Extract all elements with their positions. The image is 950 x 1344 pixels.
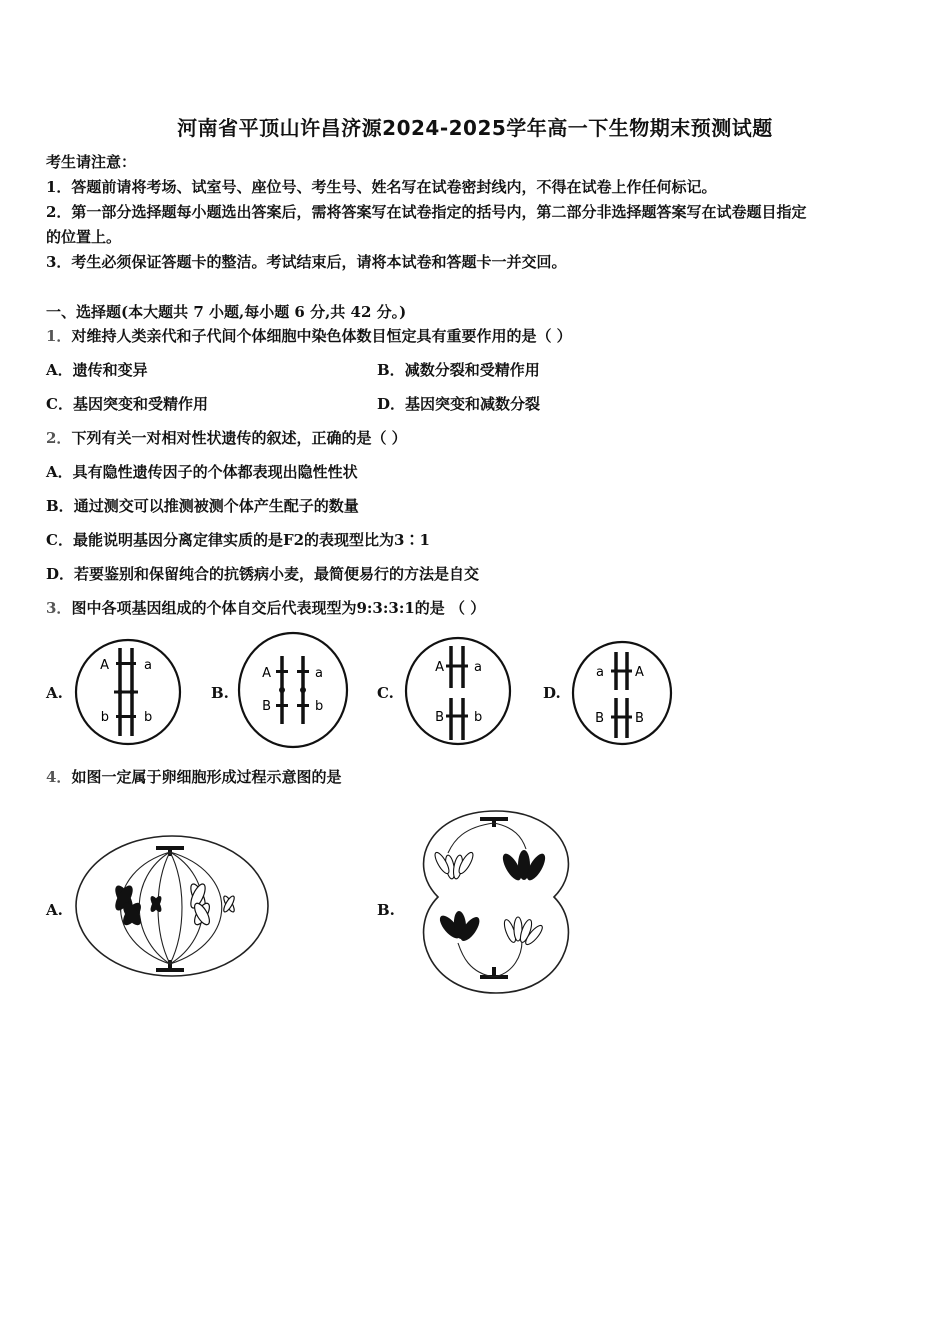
q3-option-a-label[interactable]: A. bbox=[46, 684, 63, 702]
q3-option-c-diagram bbox=[404, 636, 512, 746]
gene-label: A bbox=[435, 660, 444, 675]
q4-option-a-diagram bbox=[74, 832, 270, 980]
q1-option-c[interactable]: C．基因突变和受精作用 bbox=[46, 395, 208, 413]
q2-option-a[interactable]: A．具有隐性遗传因子的个体都表现出隐性性状 bbox=[46, 463, 358, 481]
question-4-stem: 如图一定属于卵细胞形成过程示意图的是 bbox=[71, 768, 342, 786]
question-1-stem: 对维持人类亲代和子代间个体细胞中染色体数目恒定具有重要作用的是（ ） bbox=[71, 327, 572, 345]
question-2 bbox=[46, 428, 407, 448]
gene-label: b bbox=[315, 699, 324, 714]
gene-label: b bbox=[144, 710, 153, 725]
notice-item-3: 3．考生必须保证答题卡的整洁。考试结束后，请将本试卷和答题卡一并交回。 bbox=[46, 253, 567, 271]
notice-item-1: 1．答题前请将考场、试室号、座位号、考生号、姓名写在试卷密封线内，不得在试卷上作任何标记。 bbox=[46, 178, 717, 196]
q1-option-a[interactable]: A．遗传和变异 bbox=[46, 361, 148, 379]
gene-label: B bbox=[262, 699, 271, 714]
notice-item-2: 2．第一部分选择题每小题选出答案后，需将答案写在试卷指定的括号内，第二部分非选择题答案写在试卷题目指定 bbox=[46, 203, 807, 221]
q3-option-c-label[interactable]: C. bbox=[377, 684, 394, 702]
question-3-number: 3． bbox=[46, 599, 72, 617]
question-1-number: 1． bbox=[46, 327, 72, 345]
section-heading: 一、选择题(本大题共 7 小题,每小题 6 分,共 42 分。) bbox=[46, 303, 407, 321]
question-4-number: 4． bbox=[46, 768, 72, 786]
q4-option-b-diagram bbox=[414, 805, 578, 997]
notice-heading: 考生请注意： bbox=[46, 153, 137, 171]
gene-label: B bbox=[435, 710, 444, 725]
q2-option-c[interactable]: C．最能说明基因分离定律实质的是F2的表现型比为3∶1 bbox=[46, 531, 430, 549]
question-3 bbox=[46, 598, 485, 618]
question-3-stem: 图中各项基因组成的个体自交后代表现型为9:3:3:1的是 （ ） bbox=[71, 599, 486, 617]
question-2-number: 2． bbox=[46, 429, 72, 447]
gene-label: A bbox=[262, 666, 271, 681]
gene-label: A bbox=[100, 658, 109, 673]
gene-label: a bbox=[474, 660, 482, 675]
gene-label: A bbox=[635, 665, 644, 680]
q3-option-d-label[interactable]: D. bbox=[543, 684, 561, 702]
question-1 bbox=[46, 326, 572, 346]
notice-item-2-cont: 的位置上。 bbox=[46, 228, 122, 246]
q4-option-b-label[interactable]: B. bbox=[377, 901, 395, 919]
gene-label: a bbox=[596, 665, 604, 680]
q1-option-b[interactable]: B．减数分裂和受精作用 bbox=[377, 361, 540, 379]
q3-option-d-diagram bbox=[571, 640, 673, 746]
question-2-stem: 下列有关一对相对性状遗传的叙述，正确的是（ ） bbox=[71, 429, 407, 447]
q2-option-b[interactable]: B．通过测交可以推测被测个体产生配子的数量 bbox=[46, 497, 359, 515]
gene-label: B bbox=[635, 711, 644, 726]
gene-label: b bbox=[474, 710, 483, 725]
q3-option-b-diagram bbox=[237, 632, 349, 748]
gene-label: a bbox=[144, 658, 152, 673]
question-4 bbox=[46, 767, 341, 787]
gene-label: a bbox=[315, 666, 323, 681]
q3-option-a-diagram bbox=[74, 638, 182, 746]
gene-label: B bbox=[595, 711, 604, 726]
q2-option-d[interactable]: D．若要鉴别和保留纯合的抗锈病小麦，最简便易行的方法是自交 bbox=[46, 565, 480, 583]
page-title: 河南省平顶山许昌济源2024-2025学年高一下生物期末预测试题 bbox=[177, 116, 773, 140]
q4-option-a-label[interactable]: A. bbox=[46, 901, 63, 919]
q1-option-d[interactable]: D．基因突变和减数分裂 bbox=[377, 395, 541, 413]
gene-label: b bbox=[100, 710, 109, 725]
q3-option-b-label[interactable]: B. bbox=[211, 684, 229, 702]
